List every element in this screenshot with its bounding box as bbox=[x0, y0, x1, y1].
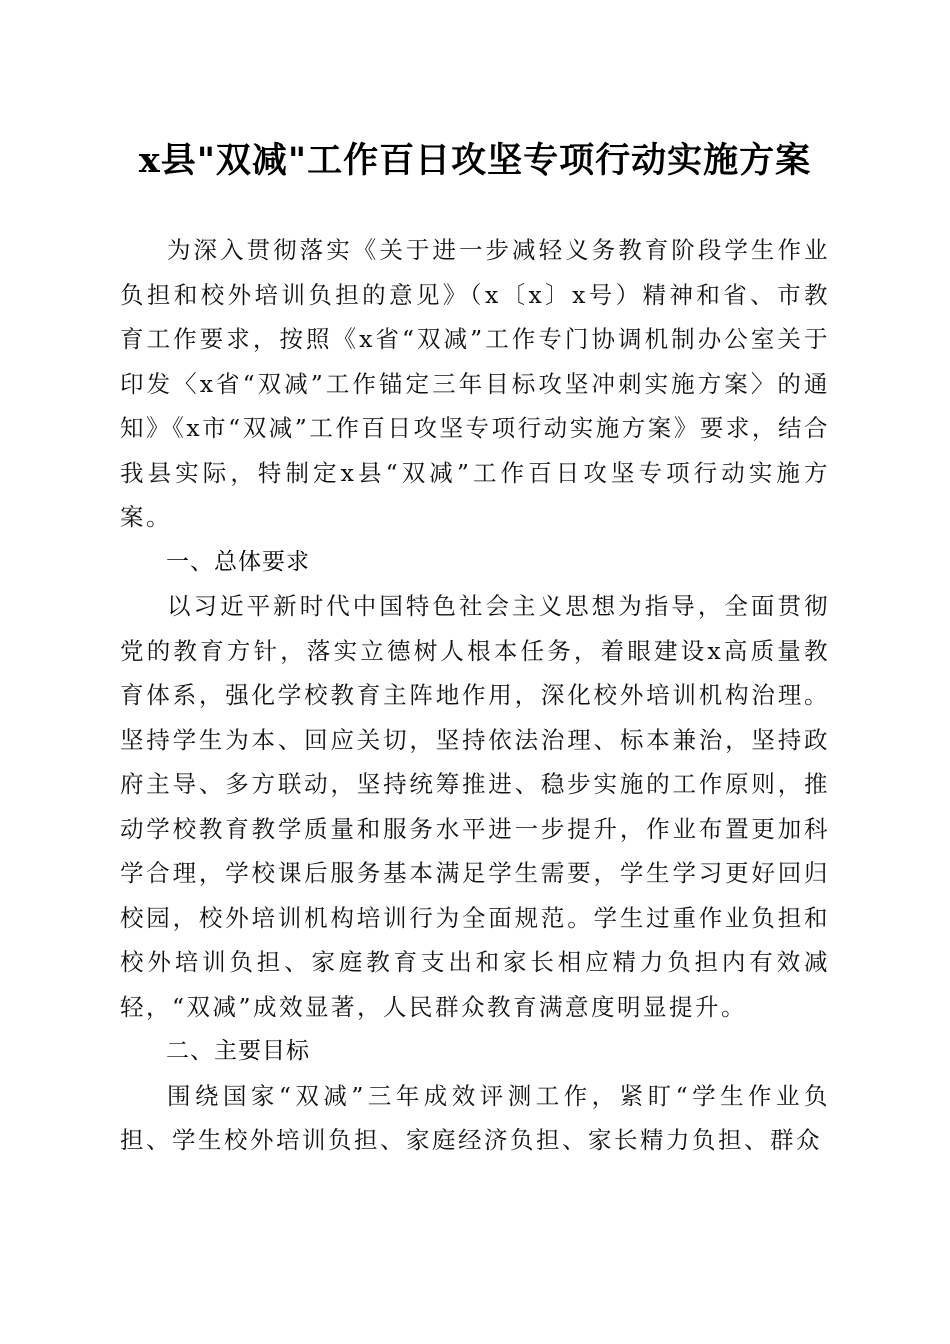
section-paragraph-main-goals: 围绕国家“双减”三年成效评测工作，紧盯“学生作业负担、学生校外培训负担、家庭经济负担、家长精力负担、群众 bbox=[120, 1081, 830, 1154]
intro-paragraph: 为深入贯彻落实《关于进一步减轻义务教育阶段学生作业负担和校外培训负担的意见》（x〔x〕x号）精神和省、市教育工作要求，按照《x省“双减”工作专门协调机制办公室关于印发〈x省“双减”工作锚定三年目标攻坚冲刺实施方案〉的通知》《x市“双减”工作百日攻坚专项行动实施方案》要求，结合我县实际，特制定x县“双减”工作百日攻坚专项行动实施方案。 bbox=[120, 236, 830, 531]
section-paragraph-overall-requirements: 以习近平新时代中国特色社会主义思想为指导，全面贯彻党的教育方针，落实立德树人根本任务，着眼建设x高质量教育体系，强化学校教育主阵地作用，深化校外培训机构治理。坚持学生为本、回应关切，坚持依法治理、标本兼治，坚持政府主导、多方联动，坚持统筹推进、稳步实施的工作原则，推动学校教育教学质量和服务水平进一步提升，作业布置更加科学合理，学校课后服务基本满足学生需要，学生学习更好回归校园，校外培训机构培训行为全面规范。学生过重作业负担和校外培训负担、家庭教育支出和家长相应精力负担内有效减轻，“双减”成效显著，人民群众教育满意度明显提升。 bbox=[120, 592, 830, 1021]
section-heading-overall-requirements: 一、总体要求 bbox=[166, 548, 310, 575]
document-body bbox=[120, 228, 830, 1163]
document-title: x县"双减"工作百日攻坚专项行动实施方案 bbox=[138, 140, 812, 181]
section-heading-main-goals: 二、主要目标 bbox=[166, 1038, 310, 1064]
